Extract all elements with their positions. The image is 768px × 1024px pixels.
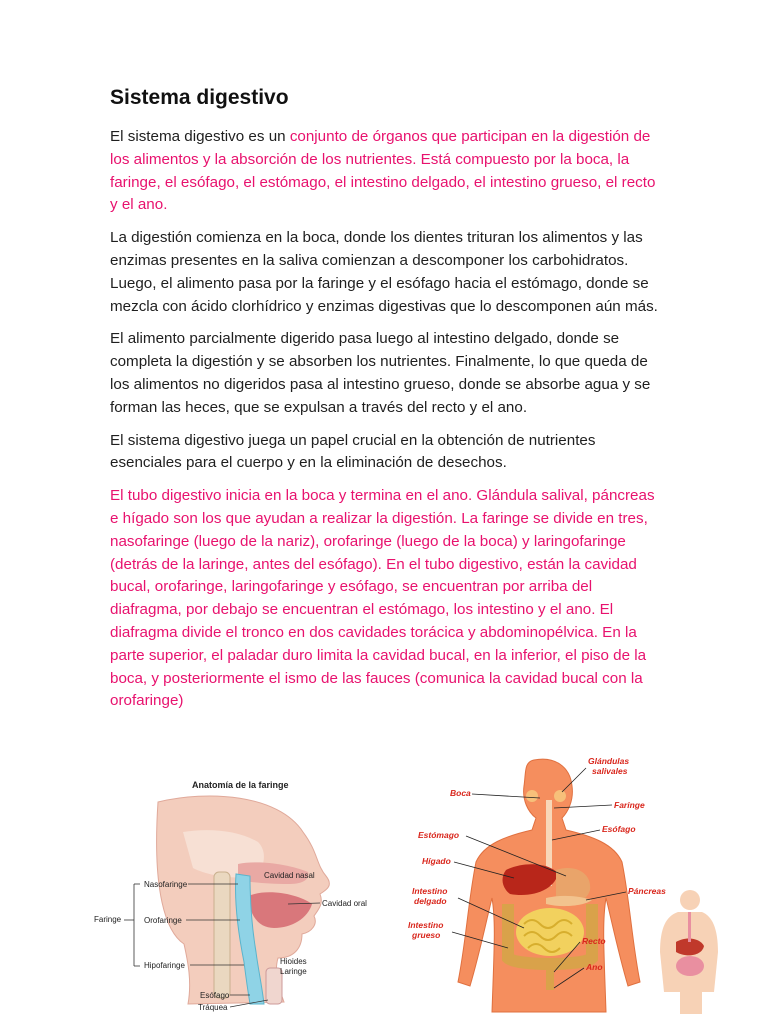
paragraph-5: El tubo digestivo inicia en la boca y termina en el ano. Glándula salival, páncreas e hígado son los que ayudan a realizar la digestión. La faringe se divide en tres, nasofaringe (luego de la nariz), orofaringe (luego de la boca) y laringofaringe (detrás de la laringe, antes del esófago). En el tubo digestivo, están la cavidad bucal, orofaringe, laringofaringe y esófago, se encuentran por arriba del diafragma, por debajo se encuentran el estómago, los intestino y el ano. El diafragma divide el tronco en dos cavidades torácica y abdominopélvica. En la parte superior, el paladar duro limita la cavidad bucal, en la inferior, el piso de la boca, y posteriormente el ismo de las fauces (comunica la cavidad bucal con la orofaringe) xyxy=(110,487,655,710)
label-esofago-body: Esófago xyxy=(602,824,636,834)
label-faringe: Faringe xyxy=(94,915,122,924)
label-intestino-delgado-2: delgado xyxy=(414,896,447,906)
label-salivales: salivales xyxy=(592,766,628,776)
page-title: Sistema digestivo xyxy=(110,86,289,109)
label-laringe: Laringe xyxy=(280,967,307,976)
label-intestino-delgado-1: Intestino xyxy=(412,886,448,896)
pharynx-illustration xyxy=(88,772,388,1012)
label-boca: Boca xyxy=(450,788,471,798)
salivary-gland-shape xyxy=(526,790,538,802)
inset-body-figure xyxy=(660,890,718,1014)
paragraph-4: El sistema digestivo juega un papel crucial en la obtención de nutrientes esenciales para el cuerpo y en la eliminación de desechos. xyxy=(110,431,596,472)
label-nasofaringe: Nasofaringe xyxy=(144,880,188,889)
pharynx-figure xyxy=(88,772,388,1012)
label-cavidad-nasal: Cavidad nasal xyxy=(264,871,315,880)
document-page xyxy=(110,86,662,723)
label-traquea: Tráquea xyxy=(198,1003,228,1012)
label-cavidad-oral: Cavidad oral xyxy=(322,899,367,908)
digestive-illustration xyxy=(396,752,756,1022)
paragraph-1-plain: El sistema digestivo es un xyxy=(110,128,290,145)
label-pancreas: Páncreas xyxy=(628,886,666,896)
label-ano: Ano xyxy=(586,962,603,972)
label-estomago: Estómago xyxy=(418,830,460,840)
label-hipofaringe: Hipofaringe xyxy=(144,961,185,970)
label-intestino-grueso-2: grueso xyxy=(412,930,441,940)
label-intestino-grueso-1: Intestino xyxy=(408,920,444,930)
spine xyxy=(214,872,230,998)
label-recto: Recto xyxy=(582,936,606,946)
label-glandulas: Glándulas xyxy=(588,756,630,766)
label-orofaringe: Orofaringe xyxy=(144,916,182,925)
paragraph-1 xyxy=(110,126,662,217)
digestive-system-figure xyxy=(396,752,756,1022)
paragraph-1-highlight: conjunto de órganos que participan en la digestión de los alimentos y la absorción de los nutrientes. Está compuesto por la boca, la faringe, el esófago, el estómago, el intestino delgado, el intestino grueso, el recto y el ano. xyxy=(110,128,656,214)
salivary-gland-shape-2 xyxy=(554,790,566,802)
label-faringe-body: Faringe xyxy=(614,800,645,810)
paragraph-2: La digestión comienza en la boca, donde los dientes trituran los alimentos y las enzimas presentes en la saliva comienzan a descomponer los carbohidratos. Luego, el alimento pasa por la faringe y el esófago hacia el estómago, donde se mezcla con ácido clorhídrico y enzimas digestivas que lo descomponen aún más. xyxy=(110,229,658,315)
rectum-shape xyxy=(546,962,554,990)
label-higado: Hígado xyxy=(422,856,451,866)
label-hioides: Hioides xyxy=(280,957,307,966)
paragraph-3: El alimento parcialmente digerido pasa luego al intestino delgado, donde se completa la digestión y se absorben los nutrientes. Finalmente, lo que queda de los alimentos no digeridos pasa al intestino grueso, donde se absorbe agua y se forman las heces, que se expulsan a través del recto y el ano. xyxy=(110,330,651,416)
label-esofago: Esófago xyxy=(200,991,230,1000)
pharynx-figure-title: Anatomía de la faringe xyxy=(192,780,289,790)
